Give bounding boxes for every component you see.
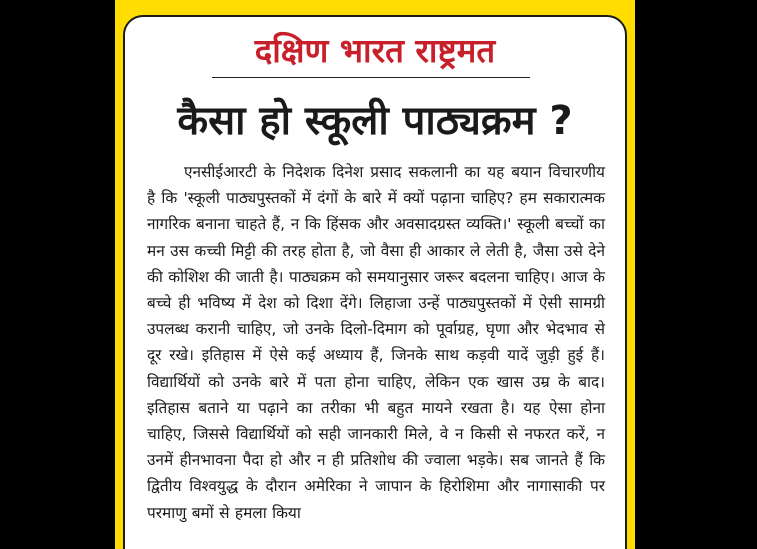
- masthead: दक्षिण भारत राष्ट्रमत: [254, 31, 496, 70]
- masthead-divider: [212, 77, 530, 78]
- newspaper-clipping: [115, 0, 635, 549]
- article-card: [123, 15, 627, 549]
- headline: कैसा हो स्कूली पाठ्यक्रम ?: [177, 98, 573, 144]
- article-body: एनसीईआरटी के निदेशक दिनेश प्रसाद सकलानी का यह बयान विचारणीय है कि 'स्कूली पाठ्यपुस्तकों में दंगों के बारे में क्यों पढ़ाना चाहिए? हम सकारात्मक नागरिक बनाना चाहते हैं, न कि हिंसक और अवसादग्रस्त व्यक्ति।' स्कूली बच्चों का मन उस कच्ची मिट्टी की तरह होता है, जो वैसा ही आकार ले लेती है, जैसा उसे देने की कोशिश की जाती है। पाठ्यक्रम को समयानुसार जरूर बदलना चाहिए। आज के बच्चे ही भविष्य में देश को दिशा देंगे। लिहाजा उन्हें पाठ्यपुस्तकों में ऐसी सामग्री उपलब्ध करानी चाहिए, जो उनके दिलो-दिमाग को पूर्वाग्रह, घृणा और भेदभाव से दूर रखे। इतिहास में ऐसे कई अध्याय हैं, जिनके साथ कड़वी यादें जुड़ी हुई हैं। विद्यार्थियों को उनके बारे में पता होना चाहिए, लेकिन एक खास उम्र के बाद। इतिहास बताने या पढ़ाने का तरीका भी बहुत मायने रखता है। यह ऐसा होना चाहिए, जिससे विद्यार्थियों को सही जानकारी मिले, वे न किसी से नफरत करें, न उनमें हीनभावना पैदा हो और न ही प्रतिशोध की ज्वाला भड़के। सब जानते हैं कि द्वितीय विश्वयुद्ध के दौरान अमेरिका ने जापान के हिरोशिमा और नागासाकी पर परमाणु बमों से हमला किया: [147, 163, 605, 522]
